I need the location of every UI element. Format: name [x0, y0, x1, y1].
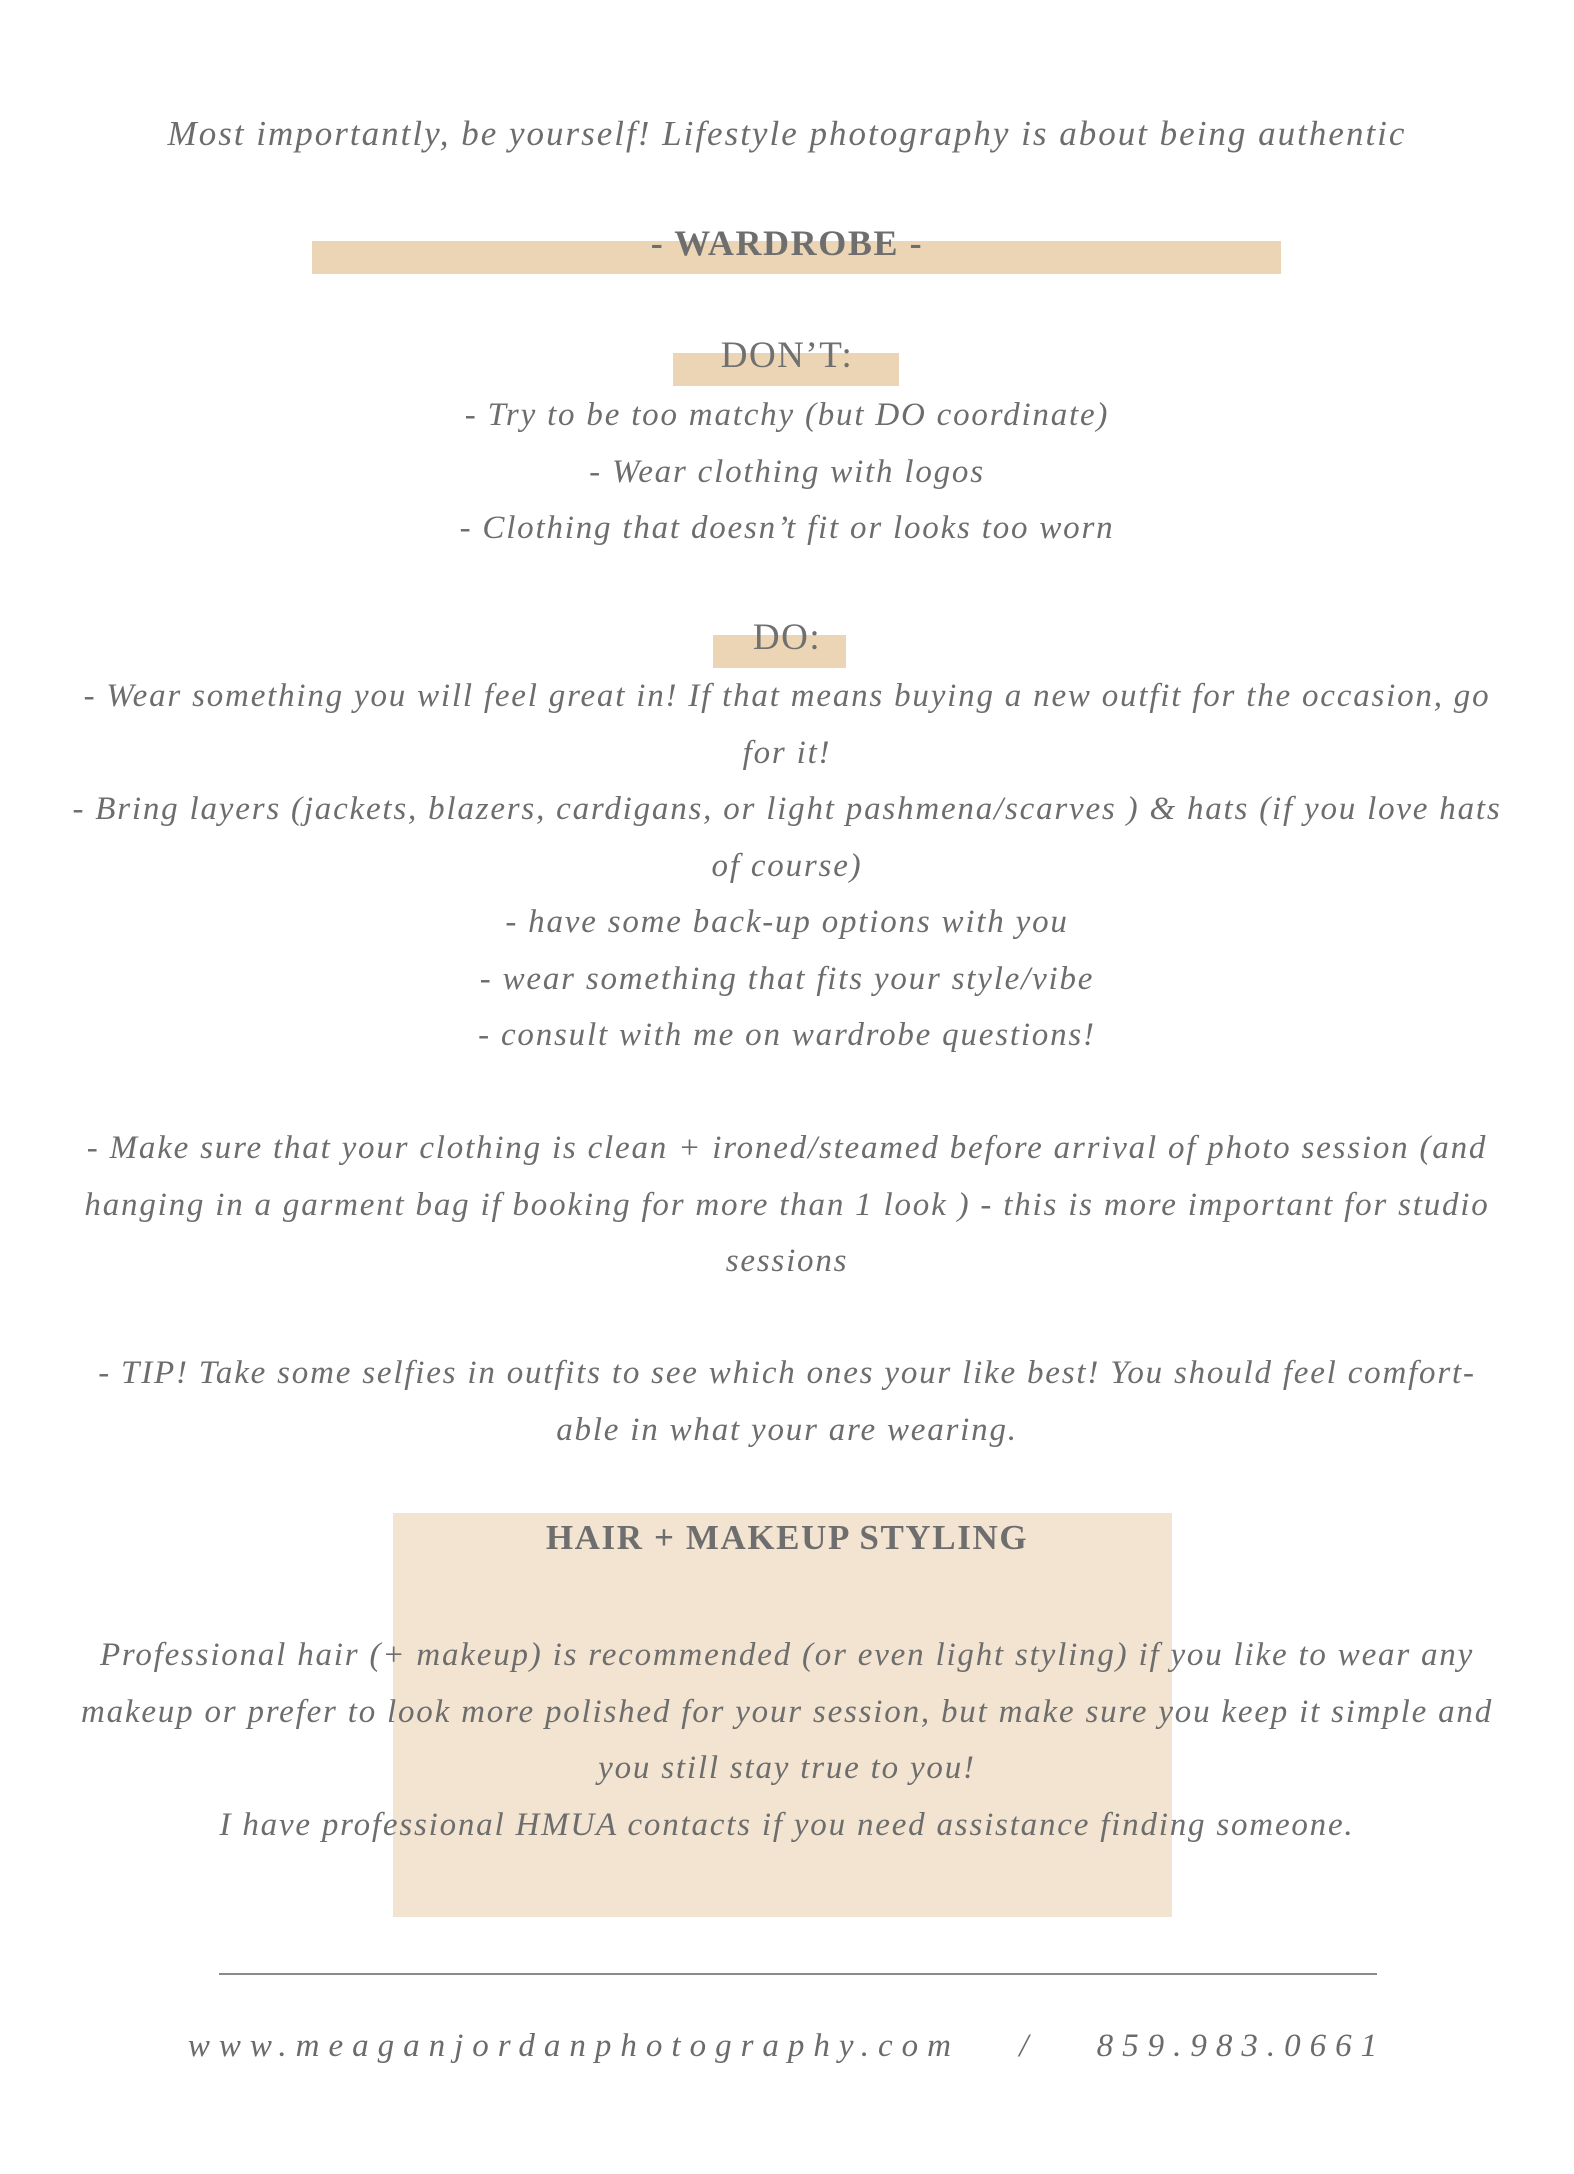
do-list-item: - Bring layers (jackets, blazers, cardigans, or light pashmena/scarves ) & hats (if you love hats of course) [72, 791, 1502, 884]
selfie-tip: - TIP! Take some selfies in outfits to see which ones your like best! You should feel comfort-able in what your are wearing. [98, 1355, 1476, 1448]
do-heading: DO: [752, 617, 822, 658]
do-list [70, 668, 1504, 1064]
do-list-item: - consult with me on wardrobe questions! [478, 1017, 1096, 1053]
dont-list [0, 387, 1574, 557]
dont-list-item: - Wear clothing with logos [589, 453, 985, 490]
do-list-item: - have some back-up options with you [505, 904, 1069, 940]
dont-list-item: - Clothing that doesn’t fit or looks too worn [459, 510, 1115, 546]
wardrobe-title: - WARDROBE - [650, 223, 924, 263]
footer-separator: / [1019, 2028, 1038, 2064]
dont-list-item: - Try to be too matchy (but DO coordinate) [464, 397, 1110, 433]
dont-heading: DON’T: [720, 335, 854, 376]
do-list-item: - Wear something you will feel great in! If that means buying a new outfit for the occasion, go for it! [83, 678, 1491, 771]
clothing-care-note: - Make sure that your clothing is clean + ironed/steamed before arrival of photo session (and hanging in a garment bag if booking for more than 1 look ) - this is more important for studio sessions [84, 1130, 1490, 1279]
website-link[interactable]: www.meaganjordanphotography.com [187, 2028, 960, 2064]
intro-text: Most importantly, be yourself! Lifestyle photography is about being authentic [167, 114, 1407, 153]
hmua-contacts-text: I have professional HMUA contacts if you need assistance finding someone. [219, 1806, 1355, 1843]
footer-divider [219, 1973, 1377, 1975]
hair-makeup-title: HAIR + MAKEUP STYLING [545, 1518, 1029, 1557]
phone-number[interactable]: 859.983.0661 [1096, 2028, 1387, 2064]
do-list-item: - wear something that fits your style/vibe [479, 960, 1095, 997]
footer-contact [0, 2028, 1574, 2065]
hair-makeup-paragraph: Professional hair (+ makeup) is recommended (or even light styling) if you like to wear any makeup or prefer to look more polished for your session, but make sure you keep it simple and you still stay true to you! [80, 1637, 1494, 1786]
hair-makeup-text [70, 1627, 1504, 1853]
